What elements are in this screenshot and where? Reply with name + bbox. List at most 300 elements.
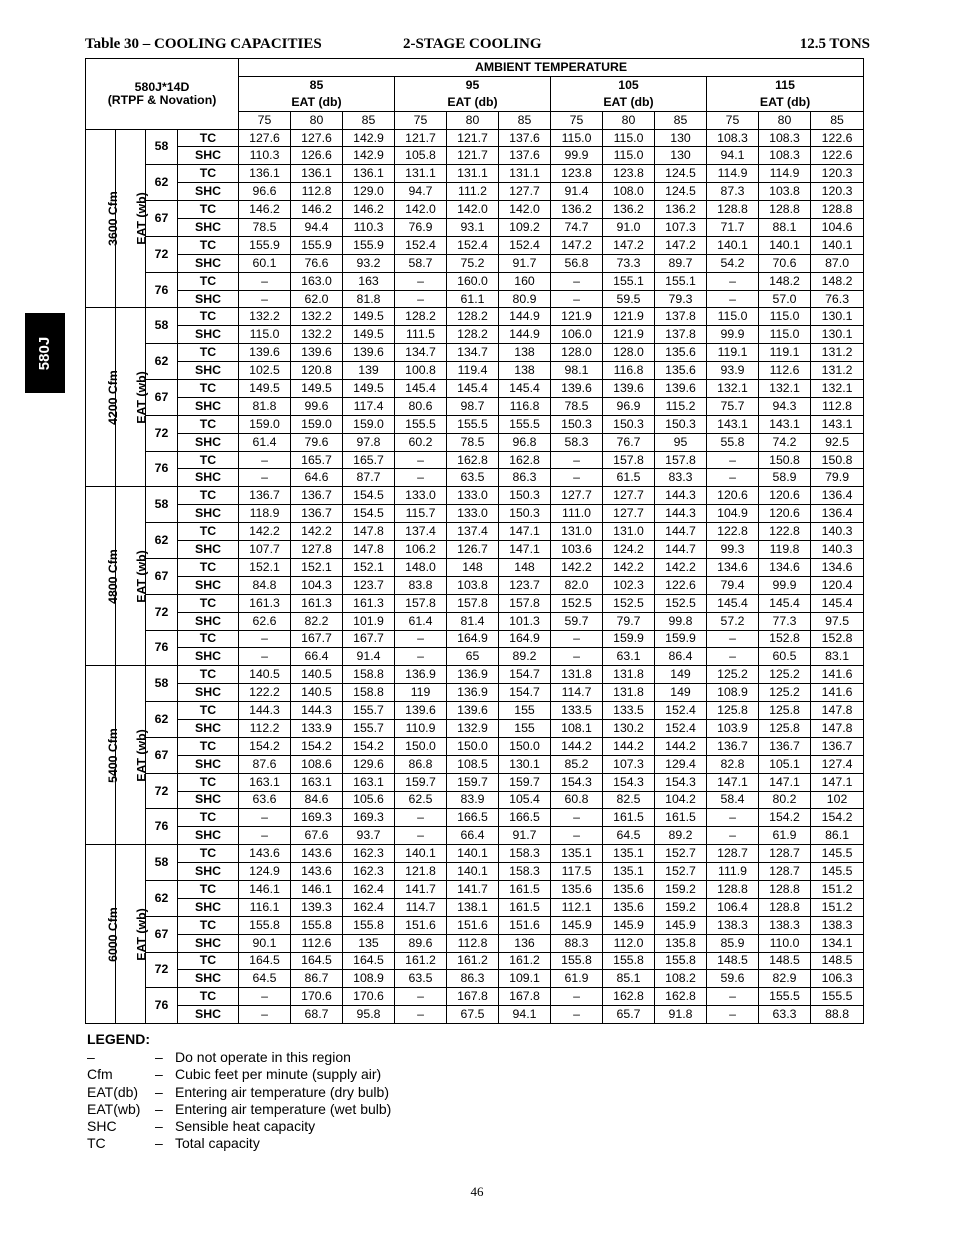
shc-label: SHC [178,326,239,344]
shc-value: 79.7 [603,612,655,630]
tc-value: 162.4 [343,880,395,898]
shc-value: 78.5 [447,433,499,451]
shc-value: 110.3 [239,147,291,165]
tc-value: – [551,272,603,290]
tc-value: 139.6 [343,344,395,362]
shc-value: 121.7 [447,147,499,165]
tc-label: TC [178,594,239,612]
table-row [86,201,864,219]
shc-value: 84.8 [239,576,291,594]
ambient-85: 85 [239,76,395,93]
shc-label: SHC [178,505,239,523]
tc-value: 160.0 [447,272,499,290]
tc-value: 123.8 [551,165,603,183]
table-row [86,898,864,916]
shc-value: 58.7 [395,254,447,272]
shc-value: 117.4 [343,397,395,415]
ambient-temperature-label: AMBIENT TEMPERATURE [239,59,864,77]
tc-value: 150.3 [551,415,603,433]
shc-value: 117.5 [551,863,603,881]
tc-value: 136.1 [239,165,291,183]
shc-value: 61.9 [551,970,603,988]
eat-wb-value: 72 [146,415,178,451]
legend-title: LEGEND: [87,1031,150,1047]
table-row [86,236,864,254]
shc-value: 104.9 [707,505,759,523]
tc-value: 141.7 [447,880,499,898]
shc-value: 79.4 [707,576,759,594]
tc-value: 161.5 [499,880,551,898]
tc-label: TC [178,451,239,469]
tc-value: 162.8 [655,988,707,1006]
tc-value: 138.3 [707,916,759,934]
shc-value: 94.7 [395,183,447,201]
shc-value: 147.8 [343,541,395,559]
shc-value: 101.9 [343,612,395,630]
shc-value: 115.0 [239,326,291,344]
shc-value: 124.9 [239,863,291,881]
shc-value: 87.0 [811,254,864,272]
shc-value: 112.2 [239,719,291,737]
shc-value: 104.2 [655,791,707,809]
shc-value: 82.2 [291,612,343,630]
tc-value: 155.8 [655,952,707,970]
shc-label: SHC [178,719,239,737]
tc-value: 132.1 [707,380,759,398]
shc-value: 62.6 [239,612,291,630]
tc-value: 148.5 [811,952,864,970]
tc-value: 125.8 [759,702,811,720]
shc-value: 162.4 [343,898,395,916]
tc-label: TC [178,165,239,183]
tc-value: 141.7 [395,880,447,898]
tc-value: 123.8 [603,165,655,183]
tc-value: – [707,988,759,1006]
tc-value: 142.2 [239,523,291,541]
tc-value: 170.6 [343,988,395,1006]
shc-value: 59.5 [603,290,655,308]
tc-value: 157.8 [499,594,551,612]
shc-value: – [707,469,759,487]
tc-value: 142.0 [395,201,447,219]
header-row-ambient [86,59,864,77]
tc-value: 148.2 [811,272,864,290]
tc-value: 158.3 [499,845,551,863]
table-row [86,129,864,147]
tc-value: 155.8 [291,916,343,934]
tc-value: 140.1 [811,236,864,254]
tc-value: 152.4 [447,236,499,254]
tc-value: 139.6 [551,380,603,398]
shc-value: 119 [395,684,447,702]
tc-value: 163.1 [239,773,291,791]
tc-value: 152.8 [811,630,864,648]
eat-db-value: 80 [291,111,343,129]
tc-value: 145.9 [655,916,707,934]
tc-value: 136.1 [343,165,395,183]
tc-value: 164.5 [343,952,395,970]
tc-value: 135.1 [603,845,655,863]
shc-value: 109.2 [499,219,551,237]
shc-value: 57.0 [759,290,811,308]
shc-value: 88.3 [551,934,603,952]
shc-value: – [395,469,447,487]
shc-value: 82.5 [603,791,655,809]
shc-value: 108.3 [759,147,811,165]
table-row [86,863,864,881]
shc-value: 140.1 [447,863,499,881]
shc-value: 60.1 [239,254,291,272]
tc-value: 155.8 [551,952,603,970]
tc-value: 120.6 [759,487,811,505]
eat-wb-value: 76 [146,272,178,308]
eat-wb-value: 62 [146,523,178,559]
tc-value: 122.8 [707,523,759,541]
shc-value: 130.1 [499,755,551,773]
shc-label: SHC [178,1006,239,1024]
table-row [86,916,864,934]
shc-value: 97.5 [811,612,864,630]
tc-value: 121.9 [551,308,603,326]
legend [87,1031,391,1153]
tc-value: 150.3 [603,415,655,433]
shc-value: 104.3 [291,576,343,594]
table-row [86,970,864,988]
tc-value: 151.2 [811,880,864,898]
shc-value: 136.7 [291,505,343,523]
shc-label: SHC [178,863,239,881]
shc-value: 127.7 [499,183,551,201]
tc-value: 143.1 [707,415,759,433]
tc-value: 145.4 [395,380,447,398]
tc-value: 108.3 [759,129,811,147]
tc-label: TC [178,880,239,898]
table-row [86,666,864,684]
shc-value: 115.2 [655,397,707,415]
tc-value: 122.6 [811,129,864,147]
table-row [86,576,864,594]
eat-wb-label: EAT (wb) [134,729,149,782]
tc-value: 164.5 [239,952,291,970]
tc-value: – [395,809,447,827]
tc-value: 161.3 [239,594,291,612]
tc-value: 159.7 [499,773,551,791]
shc-value: 62.5 [395,791,447,809]
tc-value: 124.5 [655,165,707,183]
shc-value: 125.2 [759,684,811,702]
shc-value: 138 [499,362,551,380]
tc-value: 160 [499,272,551,290]
eat-wb-group-label [116,308,149,487]
tc-value: 137.4 [395,523,447,541]
shc-value: 115.0 [759,326,811,344]
tc-value: 135.6 [655,344,707,362]
tc-value: 157.8 [655,451,707,469]
shc-value: 79.3 [655,290,707,308]
tc-value: 169.3 [343,809,395,827]
tc-value: 119.1 [759,344,811,362]
tc-value: 147.1 [759,773,811,791]
tc-value: 162.8 [603,988,655,1006]
shc-value: 61.9 [759,827,811,845]
shc-value: 126.6 [291,147,343,165]
tc-value: 128.8 [811,201,864,219]
tc-value: 140.5 [239,666,291,684]
tc-value: 147.1 [707,773,759,791]
tc-value: 137.8 [655,308,707,326]
legend-desc: Entering air temperature (wet bulb) [175,1100,392,1117]
legend-desc: Entering air temperature (dry bulb) [175,1083,389,1100]
tc-value: 149 [655,666,707,684]
tc-value: 140.3 [811,523,864,541]
shc-label: SHC [178,219,239,237]
shc-value: 95.8 [343,1006,395,1024]
tc-value: 163 [343,272,395,290]
shc-value: 65.7 [603,1006,655,1024]
tc-value: 159.9 [655,630,707,648]
shc-value: 63.6 [239,791,291,809]
tc-value: 127.7 [551,487,603,505]
shc-value: 101.3 [499,612,551,630]
tc-value: 150.8 [811,451,864,469]
tc-value: 128.2 [395,308,447,326]
cfm-group-label [86,487,120,666]
tc-value: 131.8 [551,666,603,684]
tc-value: 144.7 [655,523,707,541]
shc-value: 159.2 [655,898,707,916]
tc-value: 148 [447,558,499,576]
shc-value: 111.5 [395,326,447,344]
tc-value: – [395,630,447,648]
shc-value: 108.5 [447,755,499,773]
shc-value: 105.8 [395,147,447,165]
tc-value: 157.8 [447,594,499,612]
shc-label: SHC [178,934,239,952]
tc-value: 128.7 [707,845,759,863]
shc-label: SHC [178,791,239,809]
eat-db-value: 80 [759,111,811,129]
shc-value: 108.9 [343,970,395,988]
shc-value: 90.1 [239,934,291,952]
tc-value: 133.5 [603,702,655,720]
shc-value: 144.3 [655,505,707,523]
shc-value: 129.6 [343,755,395,773]
tc-value: 128.8 [759,201,811,219]
cfm-label: 5400 Cfm [105,727,120,783]
tc-value: 138 [499,344,551,362]
shc-value: 99.9 [707,326,759,344]
tc-value: 154.2 [291,737,343,755]
tc-value: 127.6 [291,129,343,147]
tc-value: – [707,272,759,290]
tc-value: 135.1 [551,845,603,863]
page-header [85,36,870,56]
shc-value: 91.0 [603,219,655,237]
table-row [86,272,864,290]
shc-value: 91.8 [655,1006,707,1024]
shc-value: 144.7 [655,541,707,559]
shc-value: 93.2 [343,254,395,272]
tc-value: 120.3 [811,165,864,183]
tc-value: 154.2 [811,809,864,827]
tc-value: 136.2 [551,201,603,219]
shc-value: – [707,827,759,845]
shc-value: 106.2 [395,541,447,559]
tc-value: 130.1 [811,308,864,326]
tc-value: – [707,630,759,648]
tc-value: 152.5 [603,594,655,612]
shc-value: 78.5 [239,219,291,237]
tc-value: 142.2 [603,558,655,576]
table-row [86,755,864,773]
tc-value: 132.2 [239,308,291,326]
shc-value: 111.0 [551,505,603,523]
tc-value: 145.5 [811,845,864,863]
tc-value: 140.1 [395,845,447,863]
shc-value: 83.3 [655,469,707,487]
tc-value: 131.8 [603,666,655,684]
table-row [86,487,864,505]
legend-item [87,1101,391,1118]
table-row [86,147,864,165]
tc-value: 140.5 [291,666,343,684]
legend-item [87,1084,391,1101]
shc-value: 138.1 [447,898,499,916]
shc-value: 132.2 [291,326,343,344]
eat-wb-label: EAT (wb) [134,550,149,603]
cfm-group-label [86,308,120,487]
cooling-capacity-table [85,58,864,1024]
tc-value: – [239,630,291,648]
shc-value: 128.2 [447,326,499,344]
legend-dash: – [155,1066,163,1083]
shc-value: 54.2 [707,254,759,272]
shc-value: 136 [499,934,551,952]
shc-value: 135.1 [603,863,655,881]
cfm-group-label [86,666,120,845]
shc-label: SHC [178,827,239,845]
shc-value: 109.1 [499,970,551,988]
eat-db-value: 85 [343,111,395,129]
shc-value: 130 [655,147,707,165]
eat-wb-value: 76 [146,988,178,1024]
shc-value: 99.6 [291,397,343,415]
tc-value: 136.7 [239,487,291,505]
legend-abbr: SHC [87,1118,117,1135]
shc-value: 150.3 [499,505,551,523]
tc-value: 157.8 [395,594,447,612]
eat-wb-value: 67 [146,916,178,952]
shc-value: 104.6 [811,219,864,237]
cfm-label: 6000 Cfm [105,906,120,962]
shc-value: 137.6 [499,147,551,165]
shc-value: 128.7 [759,863,811,881]
tc-value: 128.8 [707,201,759,219]
tc-label: TC [178,666,239,684]
table-row [86,451,864,469]
tc-label: TC [178,487,239,505]
shc-value: 105.4 [499,791,551,809]
eat-db-value: 75 [239,111,291,129]
eat-db-value: 85 [499,111,551,129]
shc-label: SHC [178,183,239,201]
tc-value: 128.7 [759,845,811,863]
shc-value: 139 [343,362,395,380]
shc-value: 97.8 [343,433,395,451]
shc-value: 81.8 [343,290,395,308]
tc-value: 114.9 [707,165,759,183]
shc-value: 134.1 [811,934,864,952]
tc-value: 151.6 [395,916,447,934]
shc-value: 58.4 [707,791,759,809]
eat-wb-group-label [116,666,149,845]
shc-value: 127.4 [811,755,864,773]
eat-wb-value: 67 [146,737,178,773]
table-row [86,934,864,952]
shc-value: – [239,827,291,845]
shc-value: 76.3 [811,290,864,308]
shc-value: 151.2 [811,898,864,916]
tc-value: 125.8 [707,702,759,720]
eat-db-label: EAT (db) [239,94,395,111]
tc-value: 133.0 [395,487,447,505]
shc-value: 63.5 [447,469,499,487]
shc-value: – [707,1006,759,1024]
tc-value: – [551,988,603,1006]
shc-value: 61.4 [395,612,447,630]
tc-value: 136.4 [811,487,864,505]
shc-value: 124.5 [655,183,707,201]
shc-value: – [239,469,291,487]
tc-value: 136.7 [707,737,759,755]
tc-value: 128.2 [447,308,499,326]
table-row [86,684,864,702]
table-row [86,254,864,272]
tc-value: 115.0 [551,129,603,147]
tc-value: 131.0 [551,523,603,541]
shc-value: 119.8 [759,541,811,559]
shc-value: 91.7 [499,254,551,272]
tc-value: 136.7 [811,737,864,755]
shc-value: 60.5 [759,648,811,666]
model-cell [86,59,239,130]
tc-value: 115.0 [707,308,759,326]
shc-value: 103.8 [759,183,811,201]
eat-wb-value: 62 [146,702,178,738]
eat-wb-value: 58 [146,129,178,165]
shc-value: 110.3 [343,219,395,237]
tc-value: 170.6 [291,988,343,1006]
tc-value: 145.4 [447,380,499,398]
eat-wb-value: 62 [146,165,178,201]
shc-value: 87.6 [239,755,291,773]
shc-value: 86.3 [447,970,499,988]
tc-value: 152.7 [655,845,707,863]
tc-value: 150.0 [395,737,447,755]
shc-value: 114.7 [395,898,447,916]
tc-value: 127.7 [603,487,655,505]
cfm-group-label [86,129,120,308]
shc-value: 76.6 [291,254,343,272]
eat-wb-value: 72 [146,952,178,988]
shc-value: 133.9 [291,719,343,737]
shc-label: SHC [178,648,239,666]
shc-value: 86.1 [811,827,864,845]
tc-value: 143.1 [759,415,811,433]
tc-value: 154.5 [343,487,395,505]
shc-value: 74.2 [759,433,811,451]
eat-wb-value: 72 [146,236,178,272]
